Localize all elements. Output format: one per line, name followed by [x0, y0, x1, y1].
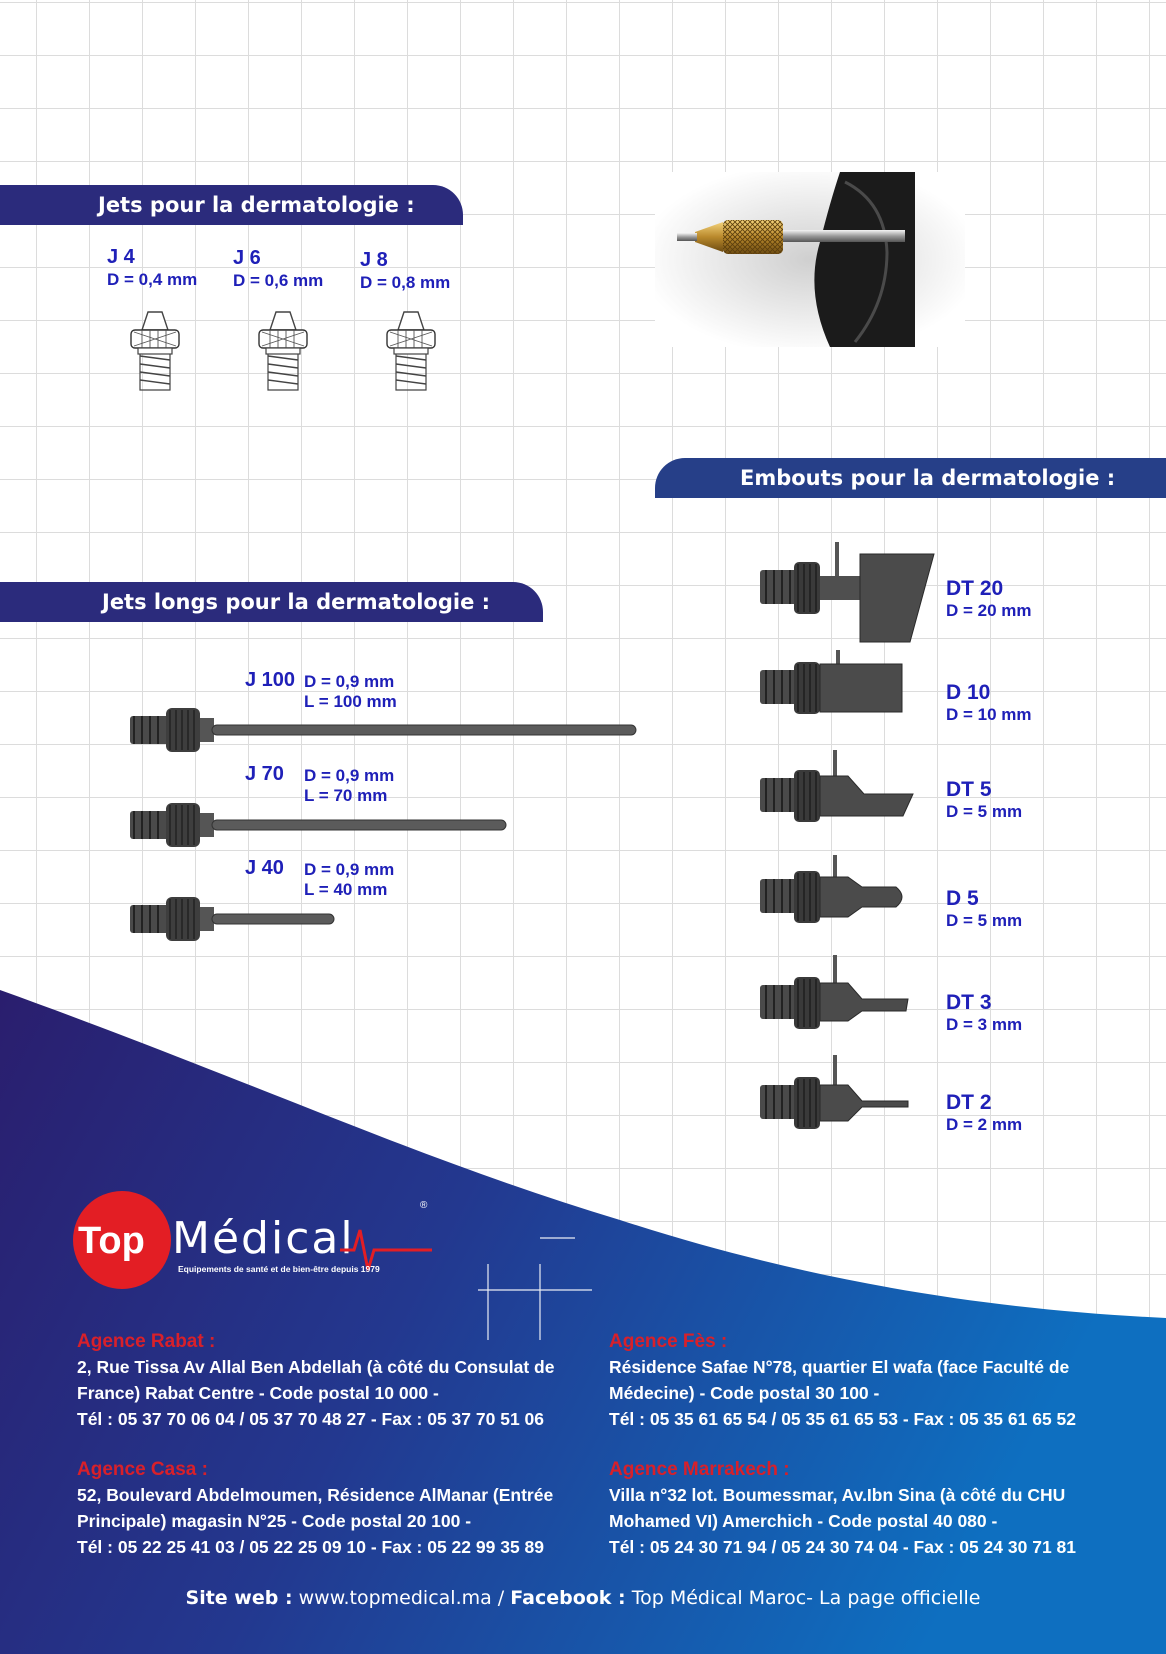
- long-jet-j40-name: J 40: [245, 857, 284, 879]
- long-jet-j70-length: L = 70 mm: [304, 786, 388, 805]
- agency-fes-line-1: Résidence Safae N°78, quartier El wafa (face Faculté de: [609, 1357, 1070, 1377]
- logo-graphic: [72, 1190, 442, 1300]
- long-jet-j100-length: L = 100 mm: [304, 692, 397, 711]
- logo-registered: ®: [420, 1200, 428, 1211]
- logo-tagline: Equipements de santé et de bien-être depuis 1979: [178, 1264, 380, 1274]
- site-web-link[interactable]: www.topmedical.ma /: [298, 1587, 505, 1609]
- agency-casa-line-1: 52, Boulevard Abdelmoumen, Résidence AlManar (Entrée: [77, 1485, 554, 1505]
- tip-d5-diameter: D = 5 mm: [946, 911, 1023, 930]
- agency-rabat-line-2: France) Rabat Centre - Code postal 10 000 -: [77, 1383, 439, 1403]
- jets-longs-section-title: Jets longs pour la dermatologie :: [102, 590, 491, 614]
- long-jet-j40-diameter: D = 0,9 mm: [304, 860, 395, 879]
- agency-casa-line-3: Tél : 05 22 25 41 03 / 05 22 25 09 10 - Fax : 05 22 99 35 89: [77, 1537, 545, 1557]
- agency-marrakech-address: [609, 1482, 1076, 1560]
- agency-rabat-address: [77, 1354, 554, 1432]
- jets-section-title: Jets pour la dermatologie :: [98, 193, 415, 217]
- agency-fes-line-3: Tél : 05 35 61 65 54 / 05 35 61 65 53 - Fax : 05 35 61 65 52: [609, 1409, 1077, 1429]
- agency-fes-address: [609, 1354, 1076, 1432]
- tip-d10-name: D 10: [946, 681, 991, 704]
- tip-d10-diameter: D = 10 mm: [946, 705, 1032, 724]
- long-jet-j100-diameter: D = 0,9 mm: [304, 672, 395, 691]
- logo-medical: Médical: [172, 1213, 355, 1264]
- site-web-label: Site web :: [185, 1587, 293, 1609]
- facebook-link[interactable]: Top Médical Maroc- La page officielle: [631, 1587, 981, 1609]
- top-medical-logo: [72, 1190, 442, 1305]
- agency-rabat-title: Agence Rabat :: [77, 1331, 216, 1352]
- tip-dt3-diameter: D = 3 mm: [946, 1015, 1023, 1034]
- jet-j4-diameter: D = 0,4 mm: [107, 270, 198, 289]
- tip-dt20-diameter: D = 20 mm: [946, 601, 1032, 620]
- tip-dt2-diameter: D = 2 mm: [946, 1115, 1023, 1134]
- agency-casa-title: Agence Casa :: [77, 1459, 208, 1480]
- agency-rabat-line-1: 2, Rue Tissa Av Allal Ben Abdellah (à côté du Consulat de: [77, 1357, 555, 1377]
- long-jet-j70-name: J 70: [245, 763, 284, 785]
- tip-dt3-name: DT 3: [946, 991, 992, 1014]
- agency-marrakech-line-1: Villa n°32 lot. Boumessmar, Av.Ibn Sina (à côté du CHU: [609, 1485, 1066, 1505]
- jet-j6-diameter: D = 0,6 mm: [233, 271, 324, 290]
- long-jet-j100-name: J 100: [245, 669, 296, 691]
- agency-marrakech-line-2: Mohamed VI) Amerchich - Code postal 40 080 -: [609, 1511, 998, 1531]
- jet-j6-name: J 6: [233, 247, 261, 269]
- tip-dt5-diameter: D = 5 mm: [946, 802, 1023, 821]
- embouts-section-title: Embouts pour la dermatologie :: [740, 466, 1116, 490]
- footer-links: [0, 1587, 1166, 1609]
- tip-dt5-name: DT 5: [946, 778, 992, 801]
- agency-marrakech-line-3: Tél : 05 24 30 71 94 / 05 24 30 74 04 - Fax : 05 24 30 71 81: [609, 1537, 1077, 1557]
- agency-fes-line-2: Médecine) - Code postal 30 100 -: [609, 1383, 880, 1403]
- agency-marrakech-title: Agence Marrakech :: [609, 1459, 790, 1480]
- tip-d5-name: D 5: [946, 887, 979, 910]
- long-jet-j40-length: L = 40 mm: [304, 880, 388, 899]
- long-jet-j70-diameter: D = 0,9 mm: [304, 766, 395, 785]
- logo-top: Top: [78, 1220, 145, 1262]
- agency-fes-title: Agence Fès :: [609, 1331, 728, 1352]
- jet-j4-name: J 4: [107, 246, 135, 268]
- tip-dt20-name: DT 20: [946, 577, 1004, 600]
- jet-j8-diameter: D = 0,8 mm: [360, 273, 451, 292]
- tip-dt2-name: DT 2: [946, 1091, 992, 1114]
- jet-j8-name: J 8: [360, 249, 388, 271]
- agency-rabat-line-3: Tél : 05 37 70 06 04 / 05 37 70 48 27 - Fax : 05 37 70 51 06: [77, 1409, 545, 1429]
- facebook-label: Facebook :: [510, 1587, 626, 1609]
- agency-casa-line-2: Principale) magasin N°25 - Code postal 20 100 -: [77, 1511, 472, 1531]
- agency-casa-address: [77, 1482, 553, 1560]
